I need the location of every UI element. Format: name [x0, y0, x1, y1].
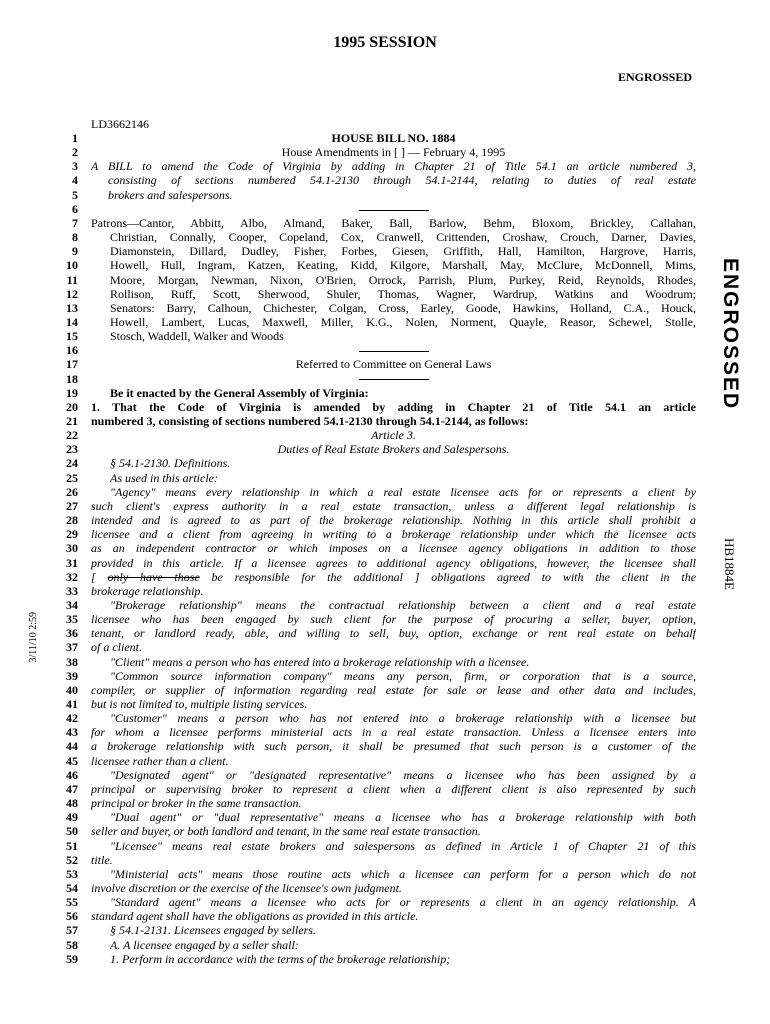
line-text: 1. Perform in accordance with the terms of the brokerage relationship; — [110, 951, 451, 966]
line-number: 9 — [72, 244, 78, 259]
line-text: seller and buyer, or both landlord and tenant, in the same real estate transaction. — [91, 824, 481, 839]
bill-line — [0, 923, 770, 937]
bill-line — [0, 273, 770, 287]
line-number: 29 — [66, 527, 78, 542]
line-text: "Designated agent" or "designated representative" means a licensee who has been assigned by a — [110, 767, 696, 782]
line-text: Rollison, Ruff, Scott, Sherwood, Shuler, Thomas, Wagner, Wardrup, Watkins and Woodrum; — [110, 286, 696, 301]
line-text: § 54.1-2131. Licensees engaged by sellers. — [110, 923, 316, 938]
section-rule — [359, 210, 429, 211]
bill-line — [0, 598, 770, 612]
bill-line — [0, 499, 770, 513]
line-text: provided in this article. If a licensee agrees to additional agency obligations, however, the licensee shall — [91, 555, 696, 570]
line-text: principal or supervising broker to represent a client when a different client is also represented by such — [91, 781, 696, 796]
line-number: 32 — [66, 569, 78, 584]
line-number: 15 — [66, 329, 78, 344]
line-text: brokerage relationship. — [91, 583, 204, 598]
line-number: 6 — [72, 201, 78, 216]
line-text: Howell, Lambert, Lucas, Maxwell, Miller, K.G., Nolen, Norment, Quayle, Reasor, Schewel, Stolle, — [110, 314, 696, 329]
line-text — [91, 570, 696, 584]
line-number: 34 — [66, 597, 78, 612]
section-rule — [359, 351, 429, 352]
bill-line — [0, 145, 770, 159]
line-text: "Standard agent" means a licensee who acts for or represents a client in an agency relationship. A — [110, 895, 696, 910]
line-number: 16 — [66, 343, 78, 358]
bill-line — [0, 244, 770, 258]
line-text: standard agent shall have the obligations as provided in this article. — [91, 909, 419, 924]
bill-line — [0, 612, 770, 626]
line-number: 56 — [66, 909, 78, 924]
line-number: 46 — [66, 767, 78, 782]
line-text: "Ministerial acts" means those routine acts which a licensee can perform for a person which do not — [110, 866, 696, 881]
bill-line — [0, 867, 770, 881]
bill-line — [0, 372, 770, 386]
line-text: "Client" means a person who has entered into a brokerage relationship with a licensee. — [110, 654, 530, 669]
line-text: "Customer" means a person who has not entered into a brokerage relationship with a licensee but — [110, 711, 696, 726]
line-text: Diamonstein, Dillard, Dudley, Fisher, Forbes, Giesen, Griffith, Hall, Hamilton, Hargrove, Harris, — [110, 244, 696, 259]
line-text: A. A licensee engaged by a seller shall: — [110, 937, 299, 952]
line-number: 45 — [66, 753, 78, 768]
line-number: 53 — [66, 866, 78, 881]
line-number: 49 — [66, 810, 78, 825]
line-text: Howell, Hull, Ingram, Katzen, Keating, Kidd, Kilgore, Marshall, May, McClure, McDonnell, Mims, — [110, 258, 696, 273]
line-text: House Amendments in [ ] — February 4, 1995 — [281, 145, 506, 160]
bill-line — [0, 640, 770, 654]
line-number: 40 — [66, 682, 78, 697]
line-text — [91, 202, 696, 216]
line-text: as an independent contractor or which imposes on a licensee agency obligations in addition to those — [91, 541, 696, 556]
bill-line — [0, 895, 770, 909]
line-number: 57 — [66, 923, 78, 938]
line-number: 50 — [66, 824, 78, 839]
line-text: "Brokerage relationship" means the contractual relationship between a client and a real estate — [110, 597, 696, 612]
bill-line — [0, 230, 770, 244]
line-number: 13 — [66, 300, 78, 315]
line-number: 10 — [66, 258, 78, 273]
line-text: Stosch, Waddell, Walker and Woods — [110, 329, 284, 344]
bill-line — [0, 258, 770, 272]
line-text: principal or broker in the same transaction. — [91, 796, 302, 811]
line-number: 58 — [66, 937, 78, 952]
bill-line — [0, 556, 770, 570]
bill-line — [0, 626, 770, 640]
line-number: 51 — [66, 838, 78, 853]
line-number: 20 — [66, 399, 78, 414]
struck-text: only have those — [107, 569, 200, 584]
bill-line — [0, 513, 770, 527]
line-number: 11 — [66, 272, 78, 287]
line-text: § 54.1-2130. Definitions. — [110, 456, 231, 471]
line-number: 14 — [66, 314, 78, 329]
line-number: 36 — [66, 626, 78, 641]
line-number: 27 — [66, 498, 78, 513]
bill-line — [0, 159, 770, 173]
line-text: title. — [91, 852, 113, 867]
line-text: tenant, or landlord ready, able, and willing to sell, buy, option, exchange or rent real estate on behalf — [91, 626, 696, 641]
line-number: 30 — [66, 541, 78, 556]
line-number: 43 — [66, 725, 78, 740]
bill-line — [0, 909, 770, 923]
line-number: 17 — [66, 357, 78, 372]
line-number: 8 — [72, 230, 78, 245]
bill-line — [0, 725, 770, 739]
line-text: numbered 3, consisting of sections numbered 54.1-2130 through 54.1-2144, as follows: — [91, 414, 529, 428]
side-stamp-engrossed: ENGROSSED — [719, 258, 742, 411]
line-text: licensee who has been engaged by such client for the purpose of procuring a seller, buyer, option, — [91, 612, 696, 627]
line-text: Patrons—Cantor, Abbitt, Albo, Almand, Baker, Ball, Barlow, Behm, Bloxom, Brickley, Callahan, — [91, 215, 696, 230]
line-text: HOUSE BILL NO. 1884 — [331, 131, 456, 145]
line-number: 37 — [66, 640, 78, 655]
line-number: 7 — [72, 215, 78, 230]
engrossed-label: ENGROSSED — [617, 70, 692, 84]
line-text: "Common source information company" means any person, firm, or corporation that is a source, — [110, 668, 696, 683]
line-text: consisting of sections numbered 54.1-2130 through 54.1-2144, relating to duties of real estate — [108, 173, 696, 188]
line-text: brokers and salespersons. — [108, 187, 233, 202]
bill-line — [0, 343, 770, 357]
line-text: but is not limited to, multiple listing services. — [91, 697, 308, 711]
ld-number: LD3662146 — [91, 117, 149, 131]
bill-line — [0, 131, 770, 145]
line-text: Duties of Real Estate Brokers and Salespersons. — [277, 442, 510, 457]
bill-line — [0, 739, 770, 753]
bill-line — [0, 655, 770, 669]
bill-line — [0, 202, 770, 216]
line-text: involve discretion or the exercise of the licensee's own judgment. — [91, 880, 402, 895]
line-number: 52 — [66, 852, 78, 867]
bill-line — [0, 442, 770, 456]
bill-line — [0, 768, 770, 782]
bill-line — [0, 938, 770, 952]
line-number: 48 — [66, 796, 78, 811]
line-text: such client's express authority in a real estate transaction, unless a different legal relationship is — [91, 498, 696, 513]
bill-line — [0, 584, 770, 598]
line-number: 25 — [66, 470, 78, 485]
session-heading: 1995 SESSION — [333, 34, 437, 51]
line-text: Be it enacted by the General Assembly of Virginia: — [110, 385, 369, 400]
bill-line — [0, 711, 770, 725]
bill-line — [0, 570, 770, 584]
line-number: 1 — [72, 131, 78, 145]
line-number: 19 — [66, 385, 78, 400]
line-number: 21 — [66, 414, 78, 428]
line-number: 33 — [66, 583, 78, 598]
line-number: 26 — [66, 484, 78, 499]
bill-line — [0, 839, 770, 853]
line-number: 2 — [72, 145, 78, 160]
line-text: of a client. — [91, 640, 142, 655]
line-number: 54 — [66, 880, 78, 895]
bill-line — [0, 428, 770, 442]
bill-line — [0, 188, 770, 202]
bill-line — [0, 456, 770, 470]
line-text: licensee rather than a client. — [91, 753, 229, 768]
bill-line — [0, 824, 770, 838]
amended-text: be responsible for the additional ] obligations agreed to with the client in the — [211, 569, 696, 584]
line-text: As used in this article: — [110, 470, 218, 485]
side-date-stamp: 3/11/10 2:59 — [28, 612, 39, 663]
line-text: Article 3. — [371, 428, 416, 443]
bill-line — [0, 697, 770, 711]
bill-line — [0, 329, 770, 343]
bill-line — [0, 853, 770, 867]
line-text: Referred to Committee on General Laws — [295, 357, 492, 372]
line-number: 55 — [66, 895, 78, 910]
bill-line — [0, 541, 770, 555]
line-number: 4 — [72, 173, 78, 188]
line-text: "Agency" means every relationship in which a real estate licensee acts for or represents a client by — [110, 484, 696, 499]
line-text: intended and is agreed to as part of the brokerage relationship. Nothing in this article shall prohibit a — [91, 513, 696, 528]
line-number: 42 — [66, 711, 78, 726]
line-number: 35 — [66, 612, 78, 627]
line-number: 31 — [66, 555, 78, 570]
line-number: 3 — [72, 159, 78, 174]
line-text: A BILL to amend the Code of Virginia by adding in Chapter 21 of Title 54.1 an article numbered 3, — [91, 159, 696, 174]
line-text: 1. That the Code of Virginia is amended by adding in Chapter 21 of Title 54.1 an article — [91, 399, 696, 414]
bill-line — [0, 810, 770, 824]
bill-line — [0, 485, 770, 499]
line-number: 38 — [66, 654, 78, 669]
bill-line — [0, 669, 770, 683]
line-number: 22 — [66, 428, 78, 443]
bill-line — [0, 782, 770, 796]
line-number: 18 — [66, 371, 78, 386]
line-number: 24 — [66, 456, 78, 471]
line-number: 41 — [66, 697, 78, 711]
bill-line — [0, 173, 770, 187]
bill-line — [0, 471, 770, 485]
line-text: Christian, Connally, Cooper, Copeland, Cox, Cranwell, Crittenden, Croshaw, Crouch, Darner, Davies, — [110, 230, 696, 245]
line-text: Moore, Morgan, Newman, Nixon, O'Brien, Orrock, Parrish, Plum, Purkey, Reid, Reynolds, Rhodes, — [110, 272, 696, 287]
bill-line — [0, 881, 770, 895]
line-text: compiler, or supplier of information regarding real estate for sale or lease and other data and includes, — [91, 682, 696, 697]
bill-line — [0, 527, 770, 541]
line-text: "Dual agent" or "dual representative" means a licensee who has a brokerage relationship with both — [110, 810, 696, 825]
line-number: 28 — [66, 513, 78, 528]
bill-line — [0, 414, 770, 428]
bill-line — [0, 400, 770, 414]
bill-line — [0, 216, 770, 230]
line-number: 47 — [66, 781, 78, 796]
bill-line — [0, 287, 770, 301]
bill-line — [0, 357, 770, 371]
line-text: licensee and a client from agreeing in writing to a brokerage relationship under which the licensee acts — [91, 527, 696, 542]
line-text: a brokerage relationship with such person, it shall be presumed that such person is a customer of the — [91, 739, 696, 754]
line-text: Senators: Barry, Calhoun, Chichester, Colgan, Cross, Earley, Goode, Hawkins, Holland, C.A., Houck, — [110, 300, 696, 315]
line-text: "Licensee" means real estate brokers and salespersons as defined in Article 1 of Chapter 21 of this — [110, 838, 696, 853]
bill-line — [0, 315, 770, 329]
line-number: 59 — [66, 951, 78, 966]
line-number: 12 — [66, 286, 78, 301]
side-bill-number: HB1884E — [722, 538, 737, 590]
bill-line — [0, 683, 770, 697]
line-number: 44 — [66, 739, 78, 754]
line-text: for whom a licensee performs ministerial acts in a real estate transaction. Unless a licensee enters into — [91, 725, 696, 740]
line-number: 5 — [72, 187, 78, 202]
bill-line — [0, 952, 770, 966]
line-text — [91, 343, 696, 357]
bracket-open: [ — [91, 569, 96, 584]
line-text — [91, 372, 696, 386]
section-rule — [359, 379, 429, 380]
line-number: 23 — [66, 442, 78, 457]
line-number: 39 — [66, 668, 78, 683]
bill-line — [0, 754, 770, 768]
bill-line — [0, 796, 770, 810]
bill-line — [0, 386, 770, 400]
bill-line — [0, 301, 770, 315]
